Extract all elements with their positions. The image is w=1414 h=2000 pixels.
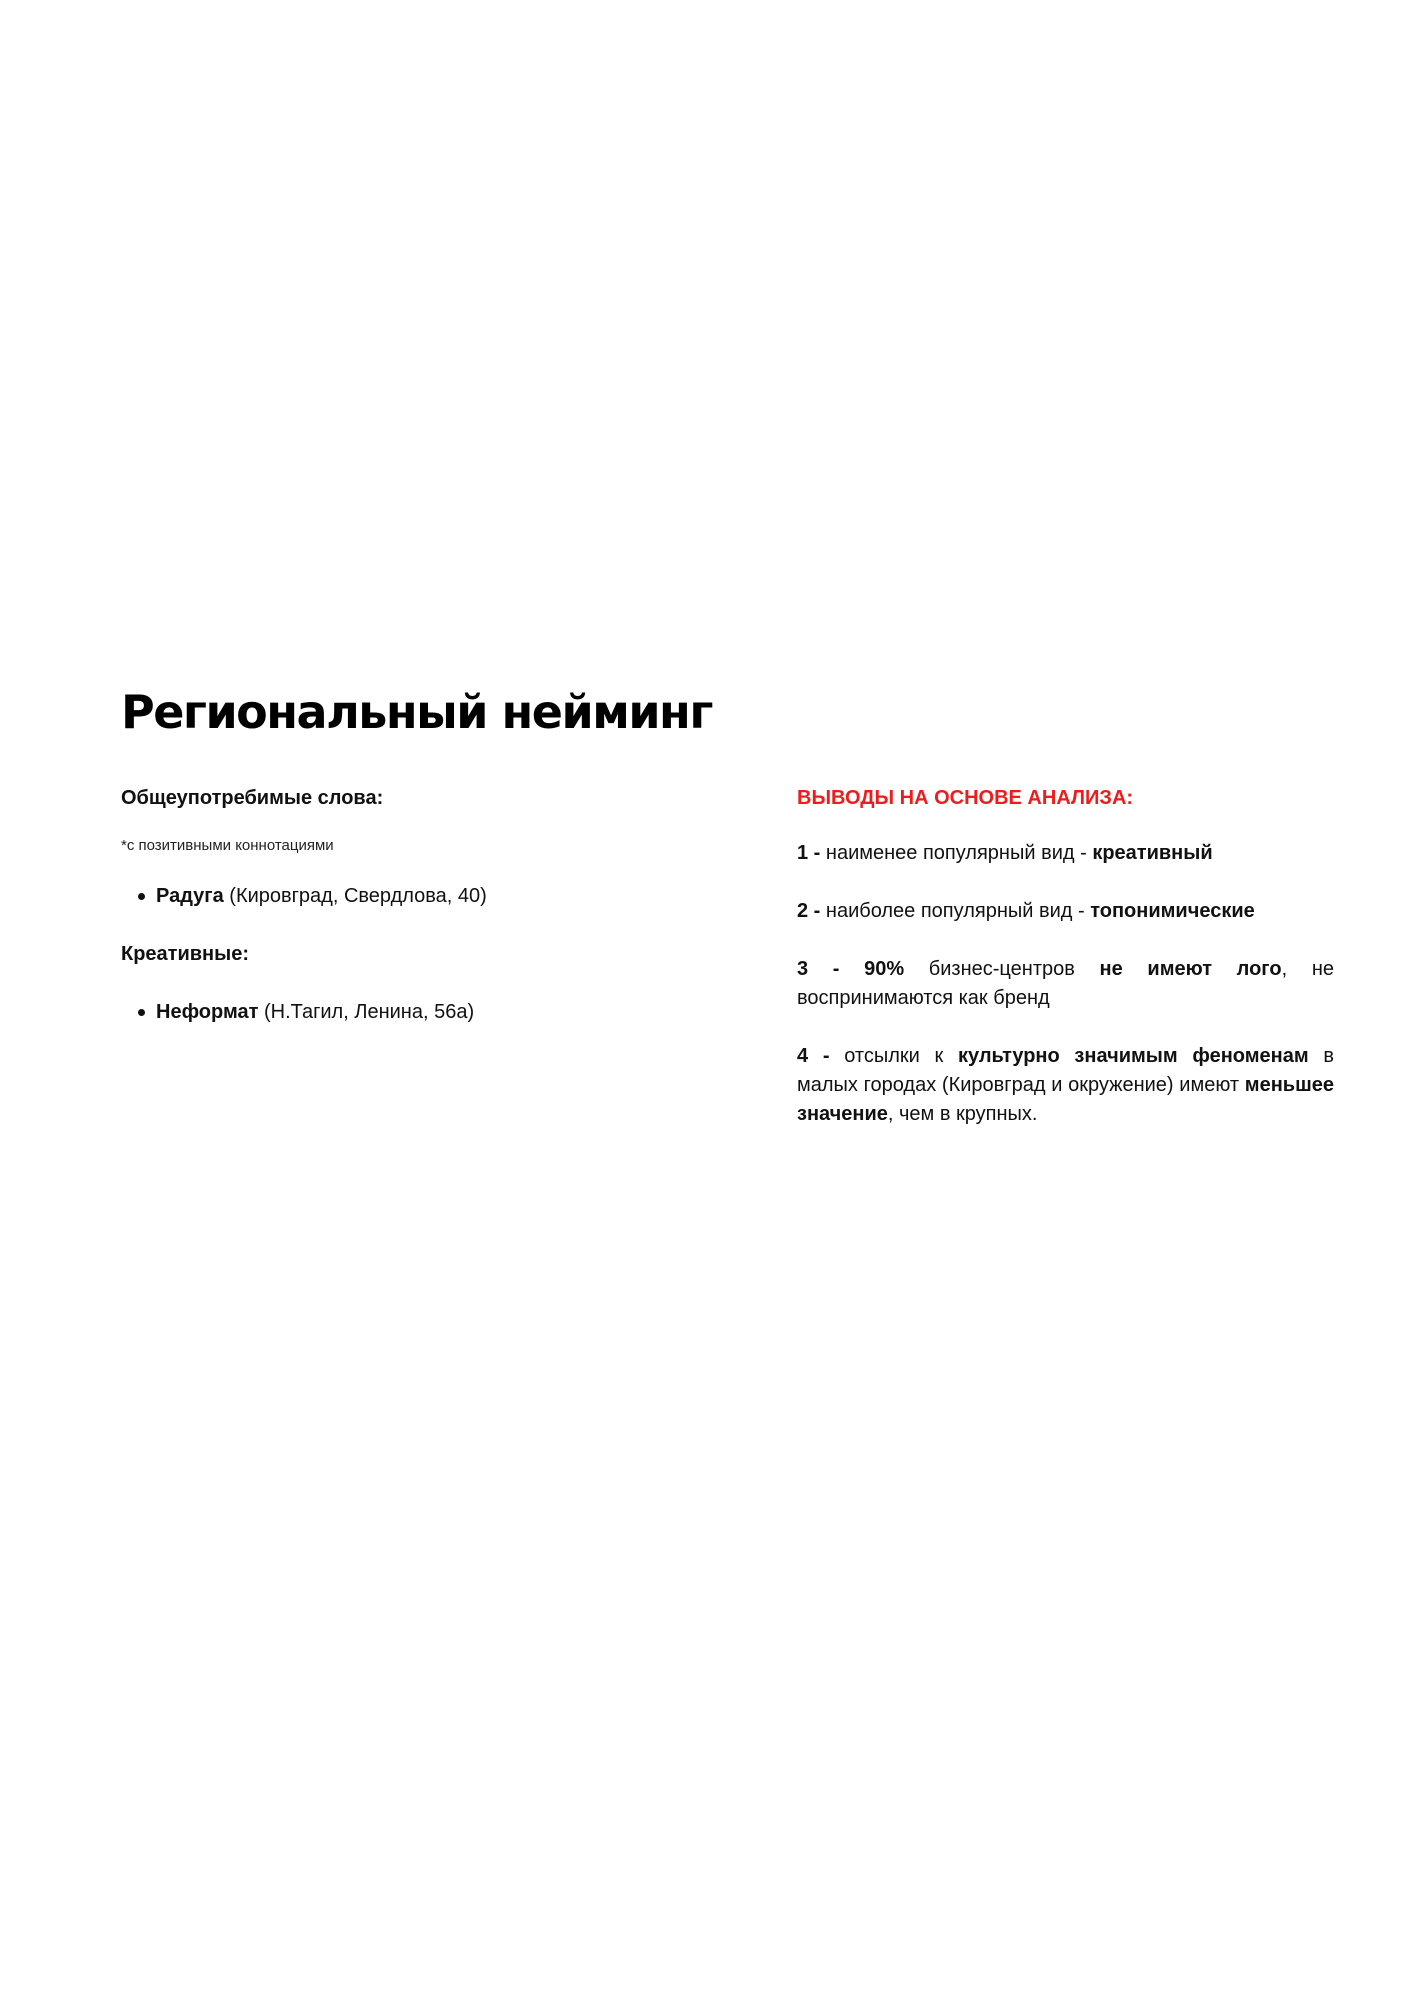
bullet-icon: [138, 893, 145, 900]
conclusion-2: 2 - наиболее популярный вид - топонимические: [797, 900, 1255, 922]
business-center-name: Радуга: [156, 885, 224, 907]
conclusion-number: 2 -: [797, 900, 821, 922]
conclusion-number: 4 -: [797, 1045, 830, 1067]
creative-heading: Креативные:: [121, 943, 249, 965]
list-item: [121, 880, 721, 912]
conclusion-number: 3 - 90%: [797, 958, 905, 980]
conclusions-column: [797, 782, 1334, 1129]
conclusion-4: 4 - отсылки к культурно значимым феноменам в малых городах (Кировград и окружение) имеют меньшее значение, чем в крупных.: [797, 1045, 1335, 1125]
common-words-heading: Общеупотребимые слова:: [121, 787, 384, 809]
business-center-address: (Н.Тагил, Ленина, 56а): [263, 1001, 475, 1023]
page-title: Региональный нейминг: [121, 685, 712, 739]
business-center-address: (Кировград, Свердлова, 40): [229, 885, 487, 907]
list-item: [121, 996, 721, 1028]
conclusion-3: 3 - 90% бизнес-центров не имеют лого, не воспринимаются как бренд: [797, 958, 1334, 1009]
bullet-icon: [138, 1009, 145, 1016]
conclusions-heading: ВЫВОДЫ НА ОСНОВЕ АНАЛИЗА:: [797, 787, 1134, 809]
naming-examples-column: [121, 782, 721, 1028]
business-center-name: Неформат: [156, 1001, 259, 1023]
conclusion-number: 1 -: [797, 842, 821, 864]
positive-connotations-footnote: *с позитивными коннотациями: [121, 837, 334, 854]
creative-list: [121, 996, 721, 1028]
conclusion-1: 1 - наименее популярный вид - креативный: [797, 842, 1213, 864]
common-words-list: [121, 880, 721, 912]
